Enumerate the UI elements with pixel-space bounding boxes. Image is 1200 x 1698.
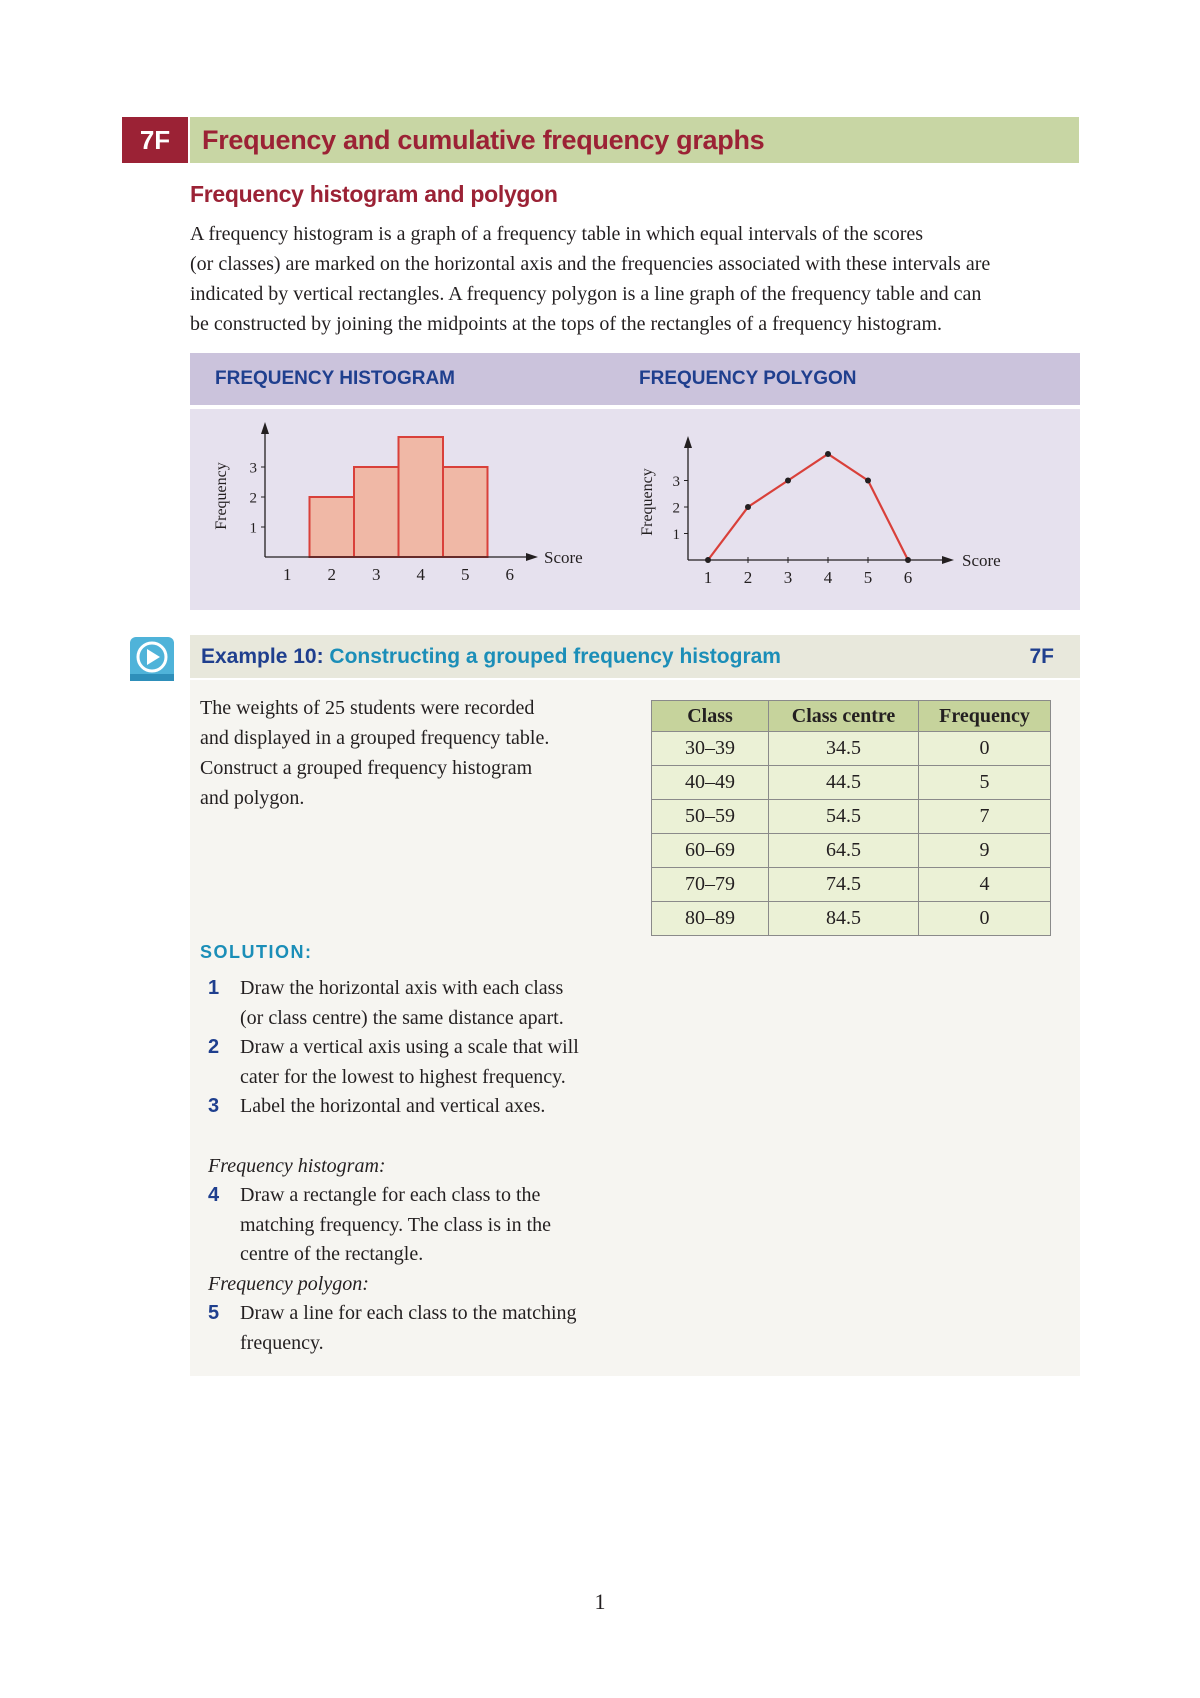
step-line: Label the horizontal and vertical axes. (240, 1095, 546, 1117)
question-line: and displayed in a grouped frequency table. (200, 727, 550, 749)
page-number: 1 (594, 1589, 606, 1614)
step-number: 5 (208, 1302, 220, 1324)
step-line: cater for the lowest to highest frequency. (240, 1065, 566, 1088)
x-tick-label: 2 (743, 568, 753, 587)
step-line: matching frequency. The class is in the (240, 1213, 552, 1236)
y-axis-arrow (261, 422, 269, 434)
example-label (201, 635, 781, 678)
table-row (652, 868, 1051, 902)
question-line: and polygon. (200, 787, 305, 809)
table-cell: 34.5 (769, 732, 919, 766)
table-row (652, 834, 1051, 868)
solution-step (200, 1181, 640, 1270)
y-tick-label: 3 (249, 460, 257, 477)
x-axis-title: Score (544, 548, 583, 567)
solution-label: SOLUTION: (200, 942, 313, 962)
polygon-point (905, 557, 911, 563)
table-row (652, 766, 1051, 800)
polygon-point (785, 478, 791, 484)
histogram-bar (310, 497, 355, 557)
histogram-bar (443, 467, 488, 557)
table-cell: 30–39 (652, 732, 769, 766)
polygon-point (825, 451, 831, 457)
table-cell: 54.5 (769, 800, 919, 834)
table-cell: 0 (919, 732, 1051, 766)
y-tick-label: 1 (249, 520, 257, 537)
table-cell: 50–59 (652, 800, 769, 834)
table-header: Frequency (919, 701, 1051, 732)
solution-step (200, 1092, 640, 1122)
step-line: Draw a rectangle for each class to the (240, 1184, 541, 1206)
x-tick-label: 5 (461, 565, 470, 584)
polygon-point (705, 557, 711, 563)
step-line: Draw a vertical axis using a scale that will (240, 1036, 579, 1058)
table-cell: 7 (919, 800, 1051, 834)
y-axis-arrow (684, 436, 692, 448)
table-cell: 44.5 (769, 766, 919, 800)
step-line: Draw a line for each class to the matching (240, 1302, 577, 1324)
table-cell: 0 (919, 902, 1051, 936)
polygon-heading: FREQUENCY POLYGON (639, 368, 857, 389)
table-cell: 84.5 (769, 902, 919, 936)
polygon-line (708, 454, 908, 560)
example-code: 7F (1029, 645, 1054, 668)
table-cell: 80–89 (652, 902, 769, 936)
x-tick-label: 3 (783, 568, 793, 587)
table-cell: 64.5 (769, 834, 919, 868)
polygon-subheading: Frequency polygon: (208, 1272, 369, 1295)
table-cell: 60–69 (652, 834, 769, 868)
table-row (652, 902, 1051, 936)
y-tick-label: 1 (672, 526, 680, 543)
histogram-subheading: Frequency histogram: (208, 1154, 386, 1177)
example-question (200, 693, 620, 813)
example-header (190, 635, 1080, 678)
table-cell: 4 (919, 868, 1051, 902)
table-header: Class (652, 701, 769, 732)
intro-line: be constructed by joining the midpoints at the tops of the rectangles of a frequency histogram. (190, 313, 943, 335)
grouped-frequency-table (651, 700, 1051, 936)
x-tick-label: 1 (283, 565, 292, 584)
y-axis-title: Frequency (213, 462, 230, 530)
step-line: (or class centre) the same distance apart. (240, 1006, 564, 1029)
table-header-row (652, 701, 1051, 732)
step-number: 2 (208, 1036, 220, 1058)
step-number: 1 (208, 977, 220, 999)
y-tick-label: 2 (249, 490, 257, 507)
table-cell: 9 (919, 834, 1051, 868)
x-tick-label: 4 (823, 568, 833, 587)
x-tick-label: 5 (863, 568, 873, 587)
solution-steps (200, 974, 640, 1358)
x-tick-label: 3 (372, 565, 381, 584)
step-line: frequency. (240, 1331, 324, 1354)
solution-step (200, 1299, 640, 1358)
polygon-point (865, 478, 871, 484)
x-tick-label: 6 (903, 568, 913, 587)
table-row (652, 732, 1051, 766)
y-axis-title: Frequency (639, 468, 656, 536)
y-tick-label: 2 (672, 500, 680, 517)
x-axis-arrow (526, 553, 538, 561)
step-number: 3 (208, 1095, 220, 1117)
step-number: 4 (208, 1184, 220, 1206)
table-cell: 70–79 (652, 868, 769, 902)
table-header: Class centre (769, 701, 919, 732)
x-tick-label: 4 (416, 565, 425, 584)
histogram-bar (354, 467, 399, 557)
x-axis-title: Score (962, 551, 1001, 570)
question-line: Construct a grouped frequency histogram (200, 757, 533, 779)
section-title: Frequency and cumulative frequency graphs (190, 117, 1079, 163)
intro-line: indicated by vertical rectangles. A frequency polygon is a line graph of the frequency table and can (190, 283, 982, 305)
table-row (652, 800, 1051, 834)
y-tick-label: 3 (672, 473, 680, 490)
section-code: 7F (122, 117, 188, 163)
table-cell: 5 (919, 766, 1051, 800)
subheading: Frequency histogram and polygon (190, 181, 558, 207)
x-axis-arrow (942, 556, 954, 564)
example-title: Constructing a grouped frequency histogram (329, 645, 781, 668)
step-line: centre of the rectangle. (240, 1243, 424, 1265)
example-number: Example 10: (201, 645, 324, 668)
x-tick-label: 1 (703, 568, 713, 587)
solution-step (200, 1033, 640, 1092)
question-line: The weights of 25 students were recorded (200, 697, 535, 719)
step-line: Draw the horizontal axis with each class (240, 977, 564, 999)
table-cell: 74.5 (769, 868, 919, 902)
table-cell: 40–49 (652, 766, 769, 800)
x-tick-label: 2 (327, 565, 336, 584)
histogram-bar (399, 437, 444, 557)
video-play-icon[interactable] (129, 636, 175, 682)
polygon-point (745, 504, 751, 510)
solution-step (200, 974, 640, 1033)
intro-line: A frequency histogram is a graph of a frequency table in which equal intervals of the scores (190, 223, 924, 245)
intro-line: (or classes) are marked on the horizontal axis and the frequencies associated with these intervals are (190, 253, 991, 275)
x-tick-label: 6 (505, 565, 514, 584)
histogram-heading: FREQUENCY HISTOGRAM (215, 368, 455, 389)
